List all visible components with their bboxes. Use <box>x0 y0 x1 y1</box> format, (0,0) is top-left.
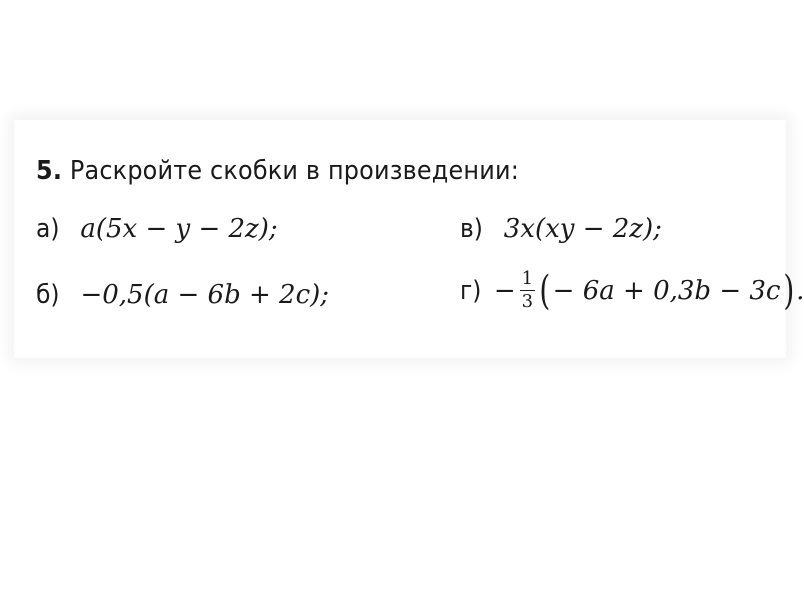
exercise-item-v <box>460 214 662 244</box>
item-label: а) <box>36 214 60 244</box>
item-expression: a(5x − y − 2z); <box>80 214 278 244</box>
item-label: б) <box>36 280 60 310</box>
fraction-denominator: 3 <box>521 291 534 312</box>
item-label: г) <box>460 275 482 306</box>
item-expression: −0,5(a − 6b + 2c); <box>80 280 330 310</box>
task-instruction: Раскройте скобки в произведении: <box>69 156 519 186</box>
close-paren: ) <box>782 267 794 314</box>
item-expression: 3x(xy − 2z); <box>503 214 662 244</box>
item-label: в) <box>460 214 483 244</box>
task-number: 5. <box>36 156 63 186</box>
minus-sign: − <box>493 275 516 306</box>
end-punctuation: . <box>796 275 804 306</box>
fraction-numerator: 1 <box>521 268 534 289</box>
fraction <box>520 270 535 311</box>
open-paren: ( <box>539 267 551 314</box>
task-heading <box>36 156 519 186</box>
exercise-item-a <box>36 214 278 244</box>
exercise-item-b <box>36 280 329 310</box>
exercise-item-g <box>460 267 804 314</box>
inner-expression: − 6a + 0,3b − 3c <box>552 275 781 306</box>
